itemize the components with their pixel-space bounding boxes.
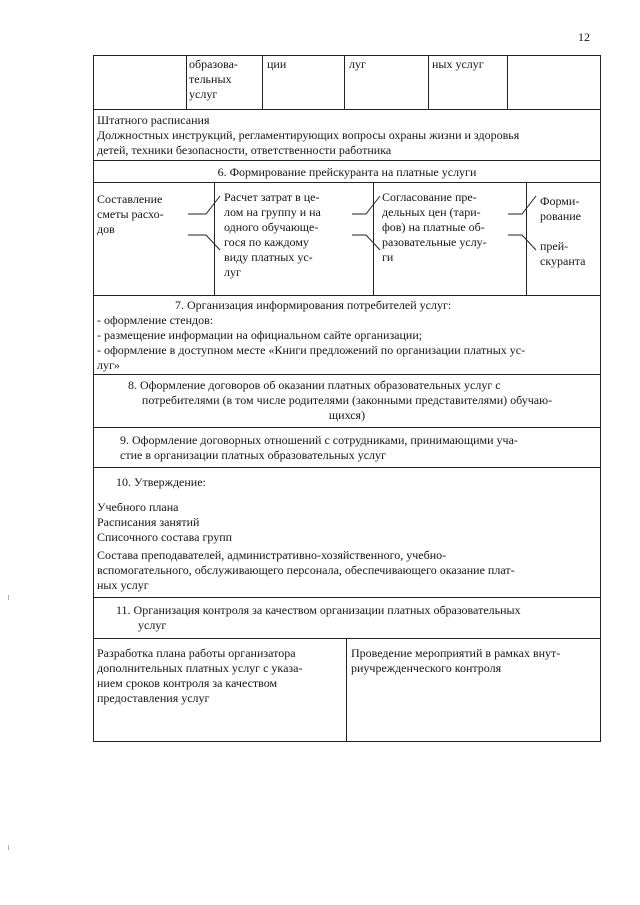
bottom-right-cell: Проведение мероприятий в рамках внут- риучрежденческого контроля bbox=[351, 646, 561, 675]
flow-step-price-list: Форми- рование прей- скуранта bbox=[540, 194, 586, 268]
flow-arrow-icon bbox=[352, 196, 380, 214]
flow-step-price-approval: Согласование пре- дельных цен (тари- фов) на платные об- разовательные услу- ги bbox=[382, 190, 487, 264]
flow-arrow-icon bbox=[188, 196, 220, 214]
section10-item: Расписания занятий bbox=[97, 515, 200, 529]
section10-item: ных услуг bbox=[97, 578, 149, 592]
section8-line: щихся) bbox=[328, 408, 366, 422]
section7-item: - оформление в доступном месте «Книги предложений по организации платных ус- bbox=[97, 343, 526, 357]
page-number: 12 bbox=[578, 30, 590, 44]
section8-line: 8. Оформление договоров об оказании платных образовательных услуг с bbox=[128, 378, 501, 392]
scan-mark bbox=[8, 845, 9, 850]
top-row-cell: ных услуг bbox=[432, 57, 484, 71]
section7-item: - размещение информации на официальном сайте организации; bbox=[97, 328, 423, 342]
top-row-cell: луг bbox=[349, 57, 366, 71]
staff-line: Должностных инструкций, регламентирующих вопросы охраны жизни и здоровья bbox=[97, 128, 520, 142]
flow-arrow-icon bbox=[508, 196, 536, 214]
section11-line: услуг bbox=[138, 618, 167, 632]
flow-arrow-icon bbox=[188, 235, 220, 250]
section10-item: Списочного состава групп bbox=[97, 530, 233, 544]
section10-title: 10. Утверждение: bbox=[116, 475, 206, 489]
staff-line: детей, техники безопасности, ответственности работника bbox=[97, 143, 392, 157]
section10-item: Состава преподавателей, административно-хозяйственного, учебно- bbox=[97, 548, 447, 562]
flow-step-estimate: Составление сметы расхо- дов bbox=[97, 192, 164, 236]
section10-item: Учебного плана bbox=[97, 500, 179, 514]
section8-line: потребителями (в том числе родителями (законными представителями) обучаю- bbox=[141, 393, 553, 407]
section11-line: 11. Организация контроля за качеством организации платных образовательных bbox=[116, 603, 521, 617]
flow-arrow-icon bbox=[352, 235, 380, 250]
staff-line: Штатного расписания bbox=[97, 113, 210, 127]
top-row-cell: ции bbox=[267, 57, 287, 71]
section10-item: вспомогательного, обслуживающего персонала, обеспечивающего оказание плат- bbox=[97, 563, 515, 577]
bottom-row-divider bbox=[346, 638, 347, 742]
section6-title: 6. Формирование прейскуранта на платные услуги bbox=[217, 165, 477, 179]
top-row-cell: образова- тельных услуг bbox=[189, 57, 238, 101]
scan-mark bbox=[8, 595, 9, 600]
bottom-left-cell: Разработка плана работы организатора дополнительных платных услуг с указа- нием сроков контроля за качеством предоставления услуг bbox=[97, 646, 303, 705]
section9-line: стие в организации платных образовательных услуг bbox=[120, 448, 386, 462]
section7-title: 7. Организация информирования потребителей услуг: bbox=[175, 298, 452, 312]
section7-item: луг» bbox=[97, 358, 120, 372]
flow-step-cost-calc: Расчет затрат в це- лом на группу и на одного обучающе- гося по каждому виду платных ус- луг bbox=[224, 190, 321, 279]
section7-item: - оформление стендов: bbox=[97, 313, 214, 327]
section9-line: 9. Оформление договорных отношений с сотрудниками, принимающими уча- bbox=[120, 433, 518, 447]
flow-arrow-icon bbox=[508, 235, 536, 250]
